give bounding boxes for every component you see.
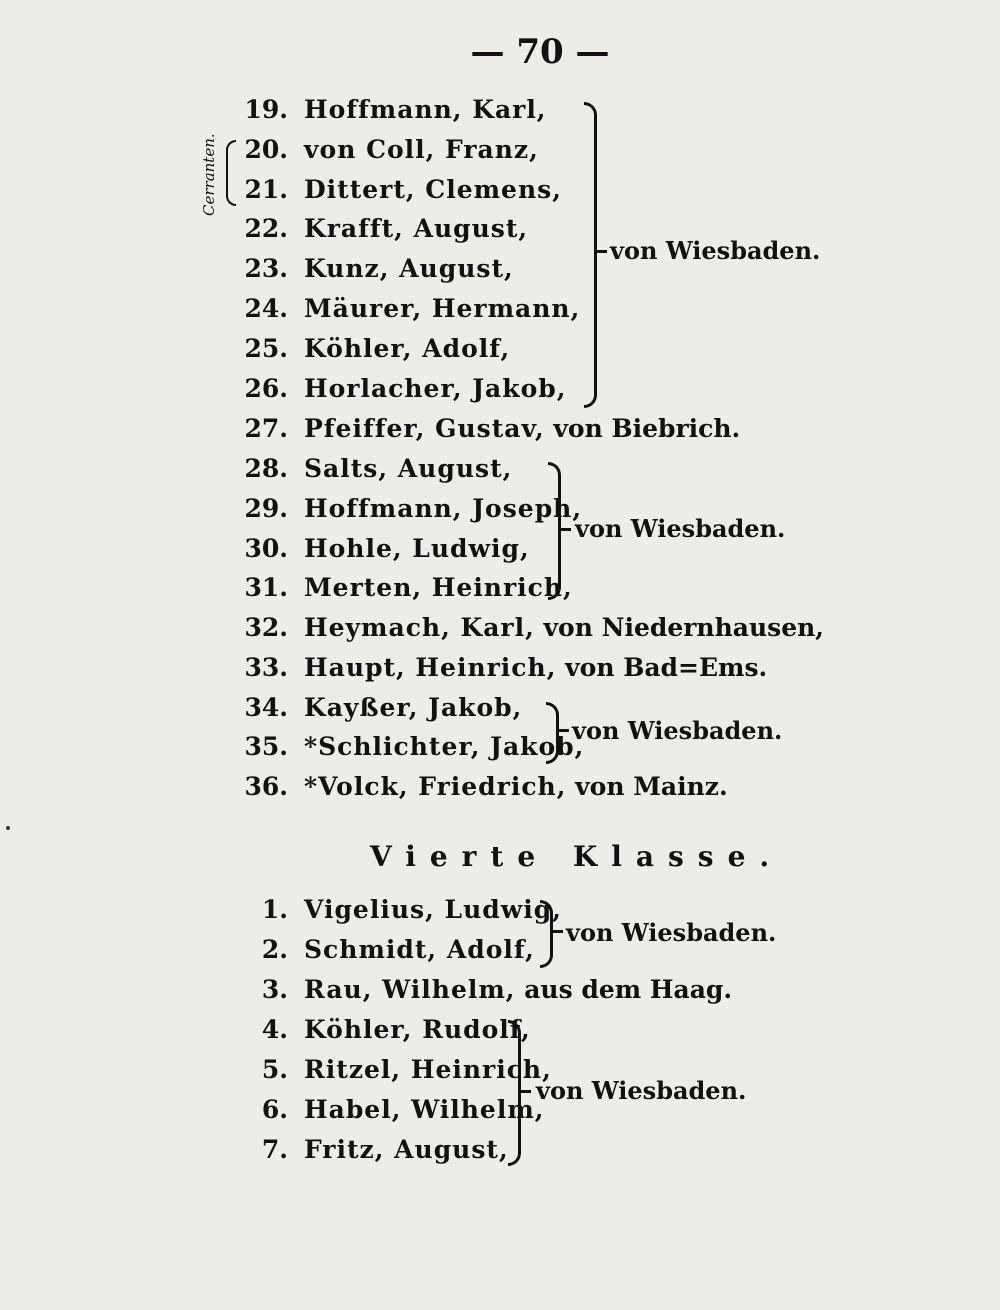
list-item: 29. Hoffmann, Joseph,: [244, 494, 583, 523]
list-item: 32. Heymach, Karl, von Niedernhausen,: [244, 613, 825, 642]
list-item: 26. Horlacher, Jakob,: [244, 374, 567, 403]
list-item: 35. *Schlichter, Jakob,: [244, 732, 585, 761]
brace-tip: [521, 1090, 531, 1093]
list-item: 3. Rau, Wilhelm, aus dem Haag.: [261, 975, 733, 1004]
brace: [508, 1020, 521, 1166]
list-item: 20. von Coll, Franz,: [244, 135, 539, 164]
group-label: von Wiesbaden.: [572, 716, 783, 745]
brace-tip: [597, 250, 607, 253]
section-heading: Vierte Klasse.: [370, 840, 784, 873]
brace: [540, 900, 553, 968]
group-label: von Wiesbaden.: [610, 236, 821, 265]
list-item: 25. Köhler, Adolf,: [244, 334, 511, 363]
page-number: — 70 —: [470, 32, 610, 72]
brace: [584, 102, 597, 408]
brace-tip: [561, 528, 571, 531]
list-item: 27. Pfeiffer, Gustav, von Biebrich.: [244, 414, 741, 443]
list-item: 28. Salts, August,: [244, 454, 513, 483]
brace-tip: [553, 930, 563, 933]
list-item: 33. Haupt, Heinrich, von Bad=Ems.: [244, 653, 768, 682]
list-item: 23. Kunz, August,: [244, 254, 514, 283]
list-item: 30. Hohle, Ludwig,: [244, 534, 530, 563]
list-item: 36. *Volck, Friedrich, von Mainz.: [244, 772, 728, 801]
list-item: 19. Hoffmann, Karl,: [244, 95, 547, 124]
brace-tip: [559, 729, 569, 732]
list-item: 2. Schmidt, Adolf,: [261, 935, 535, 964]
list-item: 34. Kayßer, Jakob,: [244, 693, 523, 722]
side-note-cerranten: Cerranten.: [200, 133, 218, 216]
list-item: 1. Vigelius, Ludwig,: [261, 895, 562, 924]
group-label: von Wiesbaden.: [536, 1076, 747, 1105]
brace: [548, 462, 561, 600]
list-item: 6. Habel, Wilhelm,: [261, 1095, 545, 1124]
list-item: 21. Dittert, Clemens,: [244, 175, 562, 204]
list-item: 5. Ritzel, Heinrich,: [261, 1055, 552, 1084]
list-item: 4. Köhler, Rudolf,: [261, 1015, 531, 1044]
list-item: 24. Mäurer, Hermann,: [244, 294, 581, 323]
list-item: 31. Merten, Heinrich,: [244, 573, 573, 602]
group-label: von Wiesbaden.: [566, 918, 777, 947]
list-item: 7. Fritz, August,: [261, 1135, 509, 1164]
brace: [546, 702, 559, 764]
group-label: von Wiesbaden.: [575, 514, 786, 543]
list-item: 22. Krafft, August,: [244, 214, 529, 243]
speck: [6, 826, 10, 830]
